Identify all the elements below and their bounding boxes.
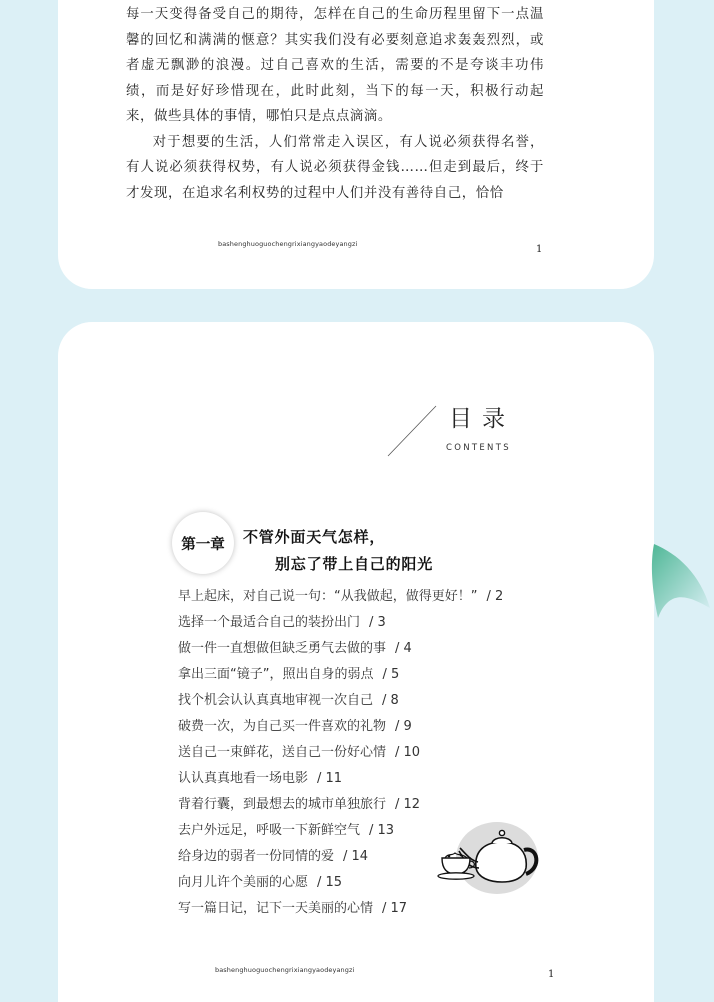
toc-entry-title: 做一件一直想做但缺乏勇气去做的事 <box>178 641 387 656</box>
toc-entry[interactable] <box>178 688 503 714</box>
folio-top: 1 <box>536 244 543 255</box>
toc-entry-page: / 4 <box>395 641 412 656</box>
leaf-icon <box>648 540 714 620</box>
toc-title: 目录 <box>449 406 515 432</box>
toc-entry-title: 找个机会认认真真地审视一次自己 <box>178 693 374 708</box>
chapter-title <box>243 524 433 578</box>
running-head-top: bashenghuoguochengrixiangyaodeyangzi <box>218 240 358 248</box>
toc-entry-page: / 8 <box>382 693 399 708</box>
toc-entry[interactable] <box>178 714 503 740</box>
toc-entry-title: 认认真真地看一场电影 <box>178 771 309 786</box>
paragraph-2: 对于想要的生活，人们常常走入误区，有人说必须获得名誉，有人说必须获得权势，有人说必须获得金钱……但走到最后，终于才发现，在追求名利权势的过程中人们并没有善待自己，恰恰 <box>126 134 544 201</box>
toc-entry-page: / 12 <box>395 797 421 812</box>
toc-subtitle: CONTENTS <box>446 443 511 453</box>
toc-entry[interactable] <box>178 662 503 688</box>
toc-entry-title: 送自己一束鲜花，送自己一份好心情 <box>178 745 387 760</box>
toc-entry-title: 背着行囊，到最想去的城市单独旅行 <box>178 797 387 812</box>
chapter-title-line-2: 别忘了带上自己的阳光 <box>275 555 434 573</box>
body-text <box>126 2 544 206</box>
toc-entry-page: / 10 <box>395 745 421 760</box>
chapter-badge-label: 第一章 <box>181 535 225 553</box>
toc-entry-title: 写一篇日记，记下一天美丽的心情 <box>178 901 374 916</box>
toc-entry[interactable] <box>178 636 503 662</box>
toc-entry-page: / 11 <box>317 771 343 786</box>
toc-entry[interactable] <box>178 740 503 766</box>
toc-entry-title: 去户外远足，呼吸一下新鲜空气 <box>178 823 361 838</box>
toc-entry-page: / 17 <box>382 901 408 916</box>
toc-entry-title: 向月儿许个美丽的心愿 <box>178 875 309 890</box>
toc-entry-page: / 3 <box>369 615 386 630</box>
chapter-badge <box>172 512 234 574</box>
toc-entry[interactable] <box>178 766 503 792</box>
toc-entry-page: / 13 <box>369 823 395 838</box>
toc-entry[interactable] <box>178 896 503 922</box>
toc-entry[interactable] <box>178 792 503 818</box>
running-head-bottom: bashenghuoguochengrixiangyaodeyangzi <box>215 966 355 974</box>
toc-entry-title: 破费一次，为自己买一件喜欢的礼物 <box>178 719 387 734</box>
teapot-icon <box>434 818 546 896</box>
toc-entry[interactable] <box>178 584 503 610</box>
diagonal-slash-decoration <box>386 404 438 458</box>
toc-entry-title: 给身边的弱者一份同情的爱 <box>178 849 335 864</box>
toc-entry-page: / 15 <box>317 875 343 890</box>
toc-entry-page: / 14 <box>343 849 369 864</box>
toc-entry-page: / 5 <box>382 667 400 682</box>
toc-entry-title: 选择一个最适合自己的装扮出门 <box>178 615 361 630</box>
toc-entry-page: / 9 <box>395 719 412 734</box>
chapter-title-line-1: 不管外面天气怎样， <box>243 528 386 546</box>
toc-entry-page: / 2 <box>486 589 504 604</box>
folio-bottom: 1 <box>548 969 555 980</box>
toc-entry-title: 早上起床，对自己说一句：“从我做起，做得更好！” <box>178 589 478 604</box>
paragraph-1: 每一天变得备受自己的期待，怎样在自己的生命历程里留下一点温馨的回忆和满满的惬意？其实我们没有必要刻意追求轰轰烈烈，或者虚无飘渺的浪漫。过自己喜欢的生活，需要的不是夸谈丰功伟绩，而是好好珍惜现在，此时此刻，当下的每一天，积极行动起来，做些具体的事情，哪怕只是点点滴滴。 <box>126 7 544 124</box>
toc-entry[interactable] <box>178 610 503 636</box>
toc-entry-title: 拿出三面“镜子”，照出自身的弱点 <box>178 667 374 682</box>
